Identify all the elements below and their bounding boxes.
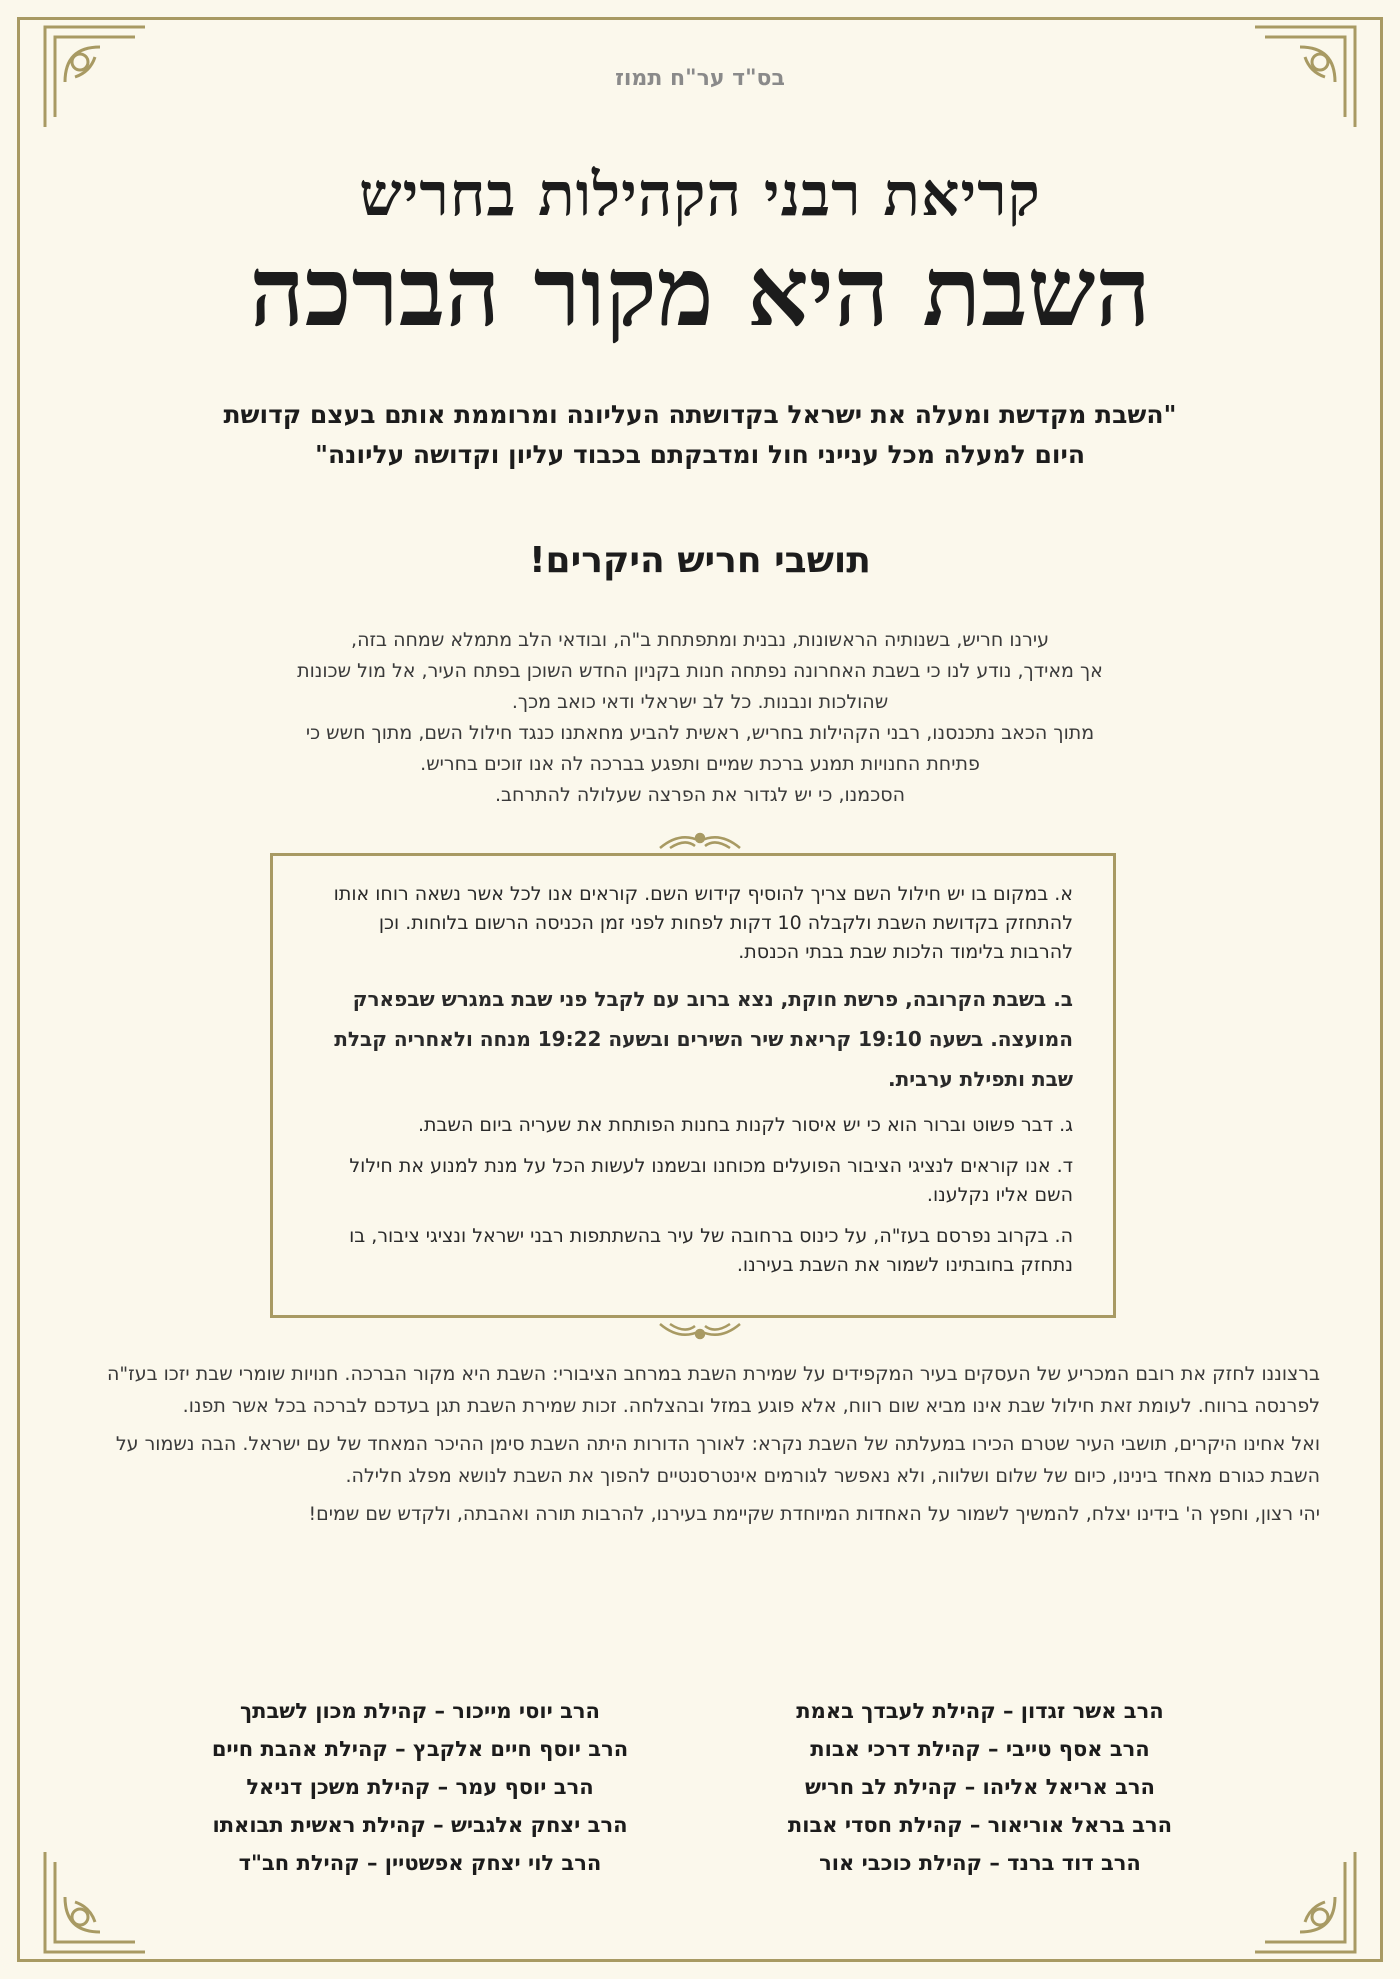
flourish-ornament-icon [650, 826, 750, 856]
signer: הרב יוסי מייכור – קהילת מכון לשבתך [240, 1699, 600, 1723]
closing-line: יהי רצון, וחפץ ה' בידינו יצלח, להמשיך לשמור על האחדות המיוחדת שקיימת בעירנו, להרבות תורה ואהבתה, ולקדש שם שמים! [308, 1503, 1320, 1525]
signer: הרב לוי יצחק אפשטיין – קהילת חב"ד [238, 1851, 602, 1875]
resolution-b: ב. בשבת הקרובה, פרשת חוקת, נצא ברוב עם לקבל פני שבת במגרש שבפארק המועצה. בשעה 19:10 קריאת שיר השירים ובשעה 19:22 מנחה ולאחריה קבלת שבת ותפילת ערבית. [334, 987, 1073, 1091]
signer: הרב אסף טייבי – קהילת דרכי אבות [810, 1737, 1150, 1761]
intro-line: אך מאידך, נודע לנו כי בשבת האחרונה נפתחה חנות בקניון החדש השוכן בפתח העיר, אל מול שכונות [297, 660, 1103, 682]
signer: הרב יצחק אלגביש – קהילת ראשית תבואתו [212, 1813, 628, 1837]
closing-paragraph [80, 1358, 1320, 1536]
page-headline: השבת היא מקור הברכה [249, 235, 1151, 348]
closing-line: ואל אחינו היקרים, תושבי העיר שטרם הכירו במעלתה של השבת נקרא: לאורך הדורות היתה השבת סימן ההיכר המאחד של עם ישראל. הבה נשמור על השבת כגורם מאחד בינינו, כיום של שלום ושלווה, ולא נאפשר לגורמים אינטרסנטיים להפוך את השבת לנושא מפלג חלילה. [115, 1433, 1320, 1487]
signer: הרב אשר זגדון – קהילת לעבדך באמת [796, 1699, 1164, 1723]
closing-line: ברצוננו לחזק את רובם המכריע של העסקים בעיר המקפידים על שמירת השבת במרחב הציבורי: השבת היא מקור הברכה. חנויות שומרי שבת יזכו בעז"ה לפרנסה ברווח. לעומת זאת חילול שבת אינו מביא שום רווח, אלא פוגע במזל ובהצלחה. זכות שמירת השבת תגן בעדכם לברכה בכל אשר תפנו. [106, 1363, 1320, 1417]
intro-paragraph [220, 625, 1180, 811]
signer: הרב אריאל אליהו – קהילת לב חריש [805, 1775, 1155, 1799]
quote-line: "השבת מקדשת ומעלה את ישראל בקדושתה העליונה ומרוממת אותם בעצם קדושת [223, 400, 1177, 429]
signer: הרב יוסף עמר – קהילת משכן דניאל [246, 1775, 594, 1799]
flourish-ornament-icon [650, 1316, 750, 1346]
resolution-g: ג. דבר פשוט וברור הוא כי יש איסור לקנות בחנות הפותחת את שעריה ביום השבת. [418, 1114, 1073, 1136]
corner-ornament-icon [40, 1847, 150, 1957]
page-title: קריאת רבני הקהילות בחריש [359, 160, 1041, 230]
intro-line: עירנו חריש, בשנותיה הראשונות, נבנית ומתפתחת ב"ה, ובודאי הלב מתמלא שמחה בזה, [351, 629, 1049, 651]
quote-line: היום למעלה מכל ענייני חול ומדבקתם בכבוד עליון וקדושה עליונה" [314, 440, 1086, 469]
intro-line: שהולכות ונבנות. כל לב ישראלי ודאי כואב מכך. [511, 691, 889, 713]
signers-column-right [760, 1692, 1200, 1882]
resolution-d: ד. אנו קוראים לנציגי הציבור הפועלים מכוחנו ובשמנו לעשות הכל על מנת למנוע את חילול השם אליו נקלענו. [349, 1155, 1073, 1206]
opening-quote [130, 395, 1270, 475]
signer: הרב דוד ברנד – קהילת כוכבי אור [819, 1851, 1141, 1875]
date-header: בס"ד ער"ח תמוז [615, 66, 785, 91]
signer: הרב יוסף חיים אלקבץ – קהילת אהבת חיים [211, 1737, 629, 1761]
corner-ornament-icon [1250, 1847, 1360, 1957]
signers-column-left [200, 1692, 640, 1882]
intro-line: מתוך הכאב נתכנסנו, רבני הקהילות בחריש, ראשית להביע מחאתנו כנגד חילול השם, מתוך חשש כי [305, 722, 1095, 744]
intro-line: הסכמנו, כי יש לגדור את הפרצה שעלולה להתרחב. [495, 784, 905, 806]
signatories [200, 1692, 1200, 1882]
resolution-a: א. במקום בו יש חילול השם צריך להוסיף קידוש השם. קוראים אנו לכל אשר נשאה רוחו אותו להתחזק בקדושת השבת ולקבלה 10 דקות לפחות לפני זמן הכניסה הרשום בלוחות. וכן להרבות בלימוד הלכות שבת בבתי הכנסת. [333, 883, 1073, 963]
greeting-heading: תושבי חריש היקרים! [529, 540, 871, 581]
intro-line: פתיחת החנויות תמנע ברכת שמיים ותפגע בברכה לה אנו זוכים בחריש. [420, 753, 980, 775]
signer: הרב בראל אוריאור – קהילת חסדי אבות [787, 1813, 1173, 1837]
resolution-h: ה. בקרוב נפרסם בעז"ה, על כינוס ברחובה של עיר בהשתתפות רבני ישראל ונציגי ציבור, בו נתחזק בחובתינו לשמור את השבת בעירנו. [349, 1225, 1073, 1276]
resolutions-box [270, 853, 1116, 1318]
